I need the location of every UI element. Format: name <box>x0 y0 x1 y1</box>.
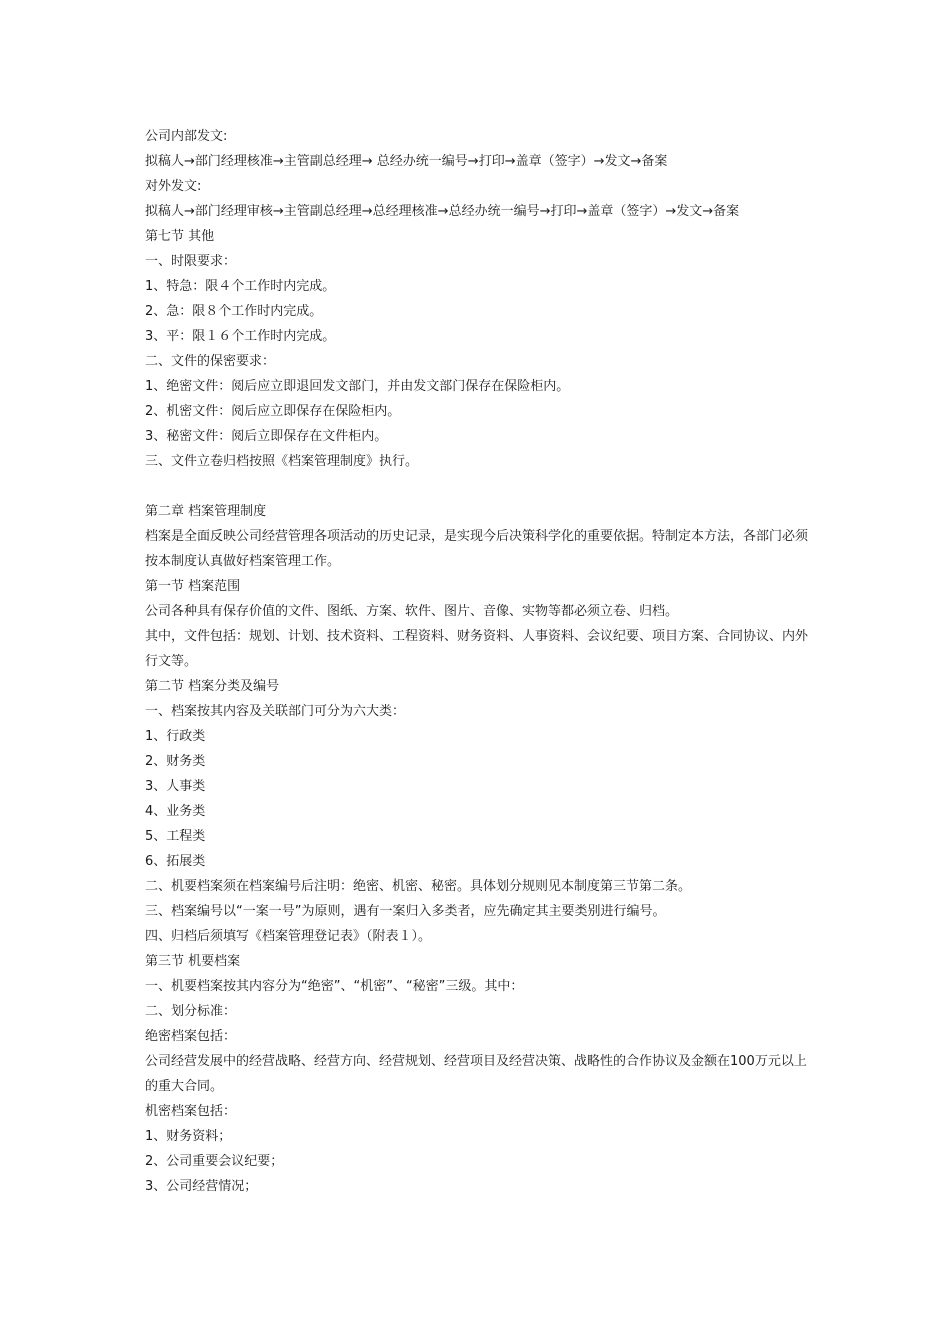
text-line: 二、划分标准： <box>145 1004 237 1019</box>
blank-line <box>145 474 813 499</box>
text-line: 三、档案编号以“一案一号”为原则，遇有一案归入多类者，应先确定其主要类别进行编号。 <box>145 904 666 919</box>
list-item: 2、机密文件：阅后应立即保存在保险柜内。 <box>145 404 401 419</box>
paragraph: 公司各种具有保存价值的文件、图纸、方案、软件、图片、音像、实物等都必须立卷、归档。 <box>145 604 679 619</box>
list-item: 3、公司经营情况； <box>145 1179 258 1194</box>
list-item: 3、人事类 <box>145 779 206 794</box>
list-item: 1、绝密文件：阅后应立即退回发文部门，并由发文部门保存在保险柜内。 <box>145 379 570 394</box>
text-line: 拟稿人→部门经理审核→主管副总经理→总经理核准→总经办统一编号→打印→盖章（签字）→发文→备案 <box>145 204 740 219</box>
list-item: 1、财务资料； <box>145 1129 232 1144</box>
paragraph: 档案是全面反映公司经营管理各项活动的历史记录，是实现今后决策科学化的重要依据。特制定本方法，各部门必须按本制度认真做好档案管理工作。 <box>145 529 809 569</box>
text-line: 一、时限要求： <box>145 254 237 269</box>
section-heading: 第一节 档案范围 <box>145 579 241 594</box>
text-line: 公司内部发文: <box>145 129 228 144</box>
list-item: 3、秘密文件：阅后立即保存在文件柜内。 <box>145 429 388 444</box>
list-item: 6、拓展类 <box>145 854 206 869</box>
list-item: 2、财务类 <box>145 754 206 769</box>
paragraph: 公司经营发展中的经营战略、经营方向、经营规划、经营项目及经营决策、战略性的合作协议及金额在100万元以上的重大合同。 <box>145 1054 807 1094</box>
list-item: 1、行政类 <box>145 729 206 744</box>
section-heading: 第七节 其他 <box>145 229 215 244</box>
text-line: 一、机要档案按其内容分为“绝密”、“机密”、“秘密”三级。其中： <box>145 979 524 994</box>
text-line: 三、文件立卷归档按照《档案管理制度》执行。 <box>145 454 419 469</box>
text-line: 拟稿人→部门经理核准→主管副总经理→ 总经办统一编号→打印→盖章（签字）→发文→备案 <box>145 154 668 169</box>
text-line: 二、机要档案须在档案编号后注明：绝密、机密、秘密。具体划分规则见本制度第三节第二条。 <box>145 879 692 894</box>
text-line: 四、归档后须填写《档案管理登记表》（附表１）。 <box>145 929 432 944</box>
list-item: 1、特急：限４个工作时内完成。 <box>145 279 336 294</box>
section-heading: 第二节 档案分类及编号 <box>145 679 280 694</box>
list-item: 2、急：限８个工作时内完成。 <box>145 304 323 319</box>
list-item: 5、工程类 <box>145 829 206 844</box>
paragraph: 其中，文件包括：规划、计划、技术资料、工程资料、财务资料、人事资料、会议纪要、项目方案、合同协议、内外行文等。 <box>145 629 809 669</box>
text-line: 机密档案包括： <box>145 1104 237 1119</box>
list-item: 2、公司重要会议纪要； <box>145 1154 284 1169</box>
section-heading: 第三节 机要档案 <box>145 954 241 969</box>
text-line: 绝密档案包括： <box>145 1029 237 1044</box>
text-line: 一、档案按其内容及关联部门可分为六大类： <box>145 704 406 719</box>
list-item: 3、平：限１６个工作时内完成。 <box>145 329 336 344</box>
text-line: 对外发文: <box>145 179 202 194</box>
chapter-heading: 第二章 档案管理制度 <box>145 504 267 519</box>
document-page <box>145 124 813 1199</box>
text-line: 二、文件的保密要求： <box>145 354 276 369</box>
list-item: 4、业务类 <box>145 804 206 819</box>
